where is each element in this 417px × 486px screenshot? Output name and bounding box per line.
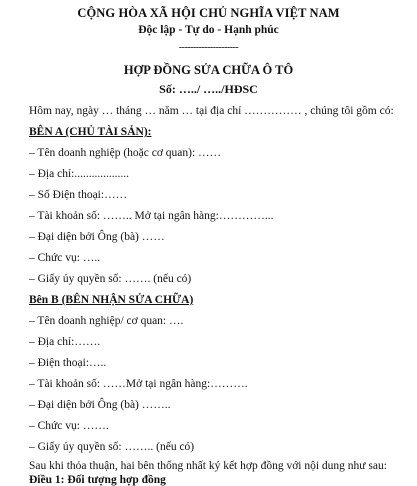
party-b-authorization: – Giấy ủy quyền số: …….. (nếu có) — [29, 441, 195, 453]
party-b-address: – Địa chỉ:……. — [29, 336, 101, 348]
party-b-position: – Chức vụ: ……. — [29, 420, 109, 432]
party-a-heading: BÊN A (CHỦ TÀI SẢN): — [29, 126, 152, 138]
national-motto: Độc lập - Tự do - Hạnh phúc — [138, 24, 279, 36]
party-a-representative: – Đại diện bởi Ông (bà) …… — [29, 231, 165, 243]
contract-title: HỢP ĐỒNG SỬA CHỮA Ô TÔ — [123, 63, 294, 77]
party-b-company: – Tên doanh nghiệp/ cơ quan: …. — [29, 315, 184, 327]
party-b-account: – Tài khoản số: ……Mở tại ngân hàng:………. — [29, 378, 248, 390]
party-a-phone: – Số Điện thoại:…… — [29, 189, 128, 201]
party-a-account: – Tài khoản số: …….. Mở tại ngân hàng:…………... — [29, 210, 274, 222]
intro-line: Hôm nay, ngày … tháng … năm … tại địa chỉ …………… , chúng tôi gồm có: — [29, 105, 394, 117]
party-b-heading: Bên B (BÊN NHẬN SỬA CHỮA) — [29, 294, 194, 306]
agreement-line: Sau khi thỏa thuận, hai bên thống nhất ký kết hợp đồng với nội dung như sau: — [29, 460, 387, 472]
party-b-phone: – Điện thoại:….. — [29, 357, 107, 369]
party-a-authorization: – Giấy ủy quyền số: ……. (nếu có) — [29, 273, 192, 285]
header-rule: --------------------- — [178, 42, 239, 53]
article-1-heading: Điều 1: Đối tượng hợp đồng — [29, 474, 166, 486]
national-title: CỘNG HÒA XÃ HỘI CHỦ NGHĨA VIỆT NAM — [77, 6, 340, 20]
contract-number: Số: …../ …../HĐSC — [159, 82, 258, 96]
party-a-position: – Chức vụ: ….. — [29, 252, 101, 264]
party-a-company: – Tên doanh nghiệp (hoặc cơ quan): …… — [29, 147, 222, 159]
party-b-representative: – Đại diện bởi Ông (bà) …….. — [29, 399, 171, 411]
party-a-address: – Địa chỉ:................... — [29, 168, 129, 180]
